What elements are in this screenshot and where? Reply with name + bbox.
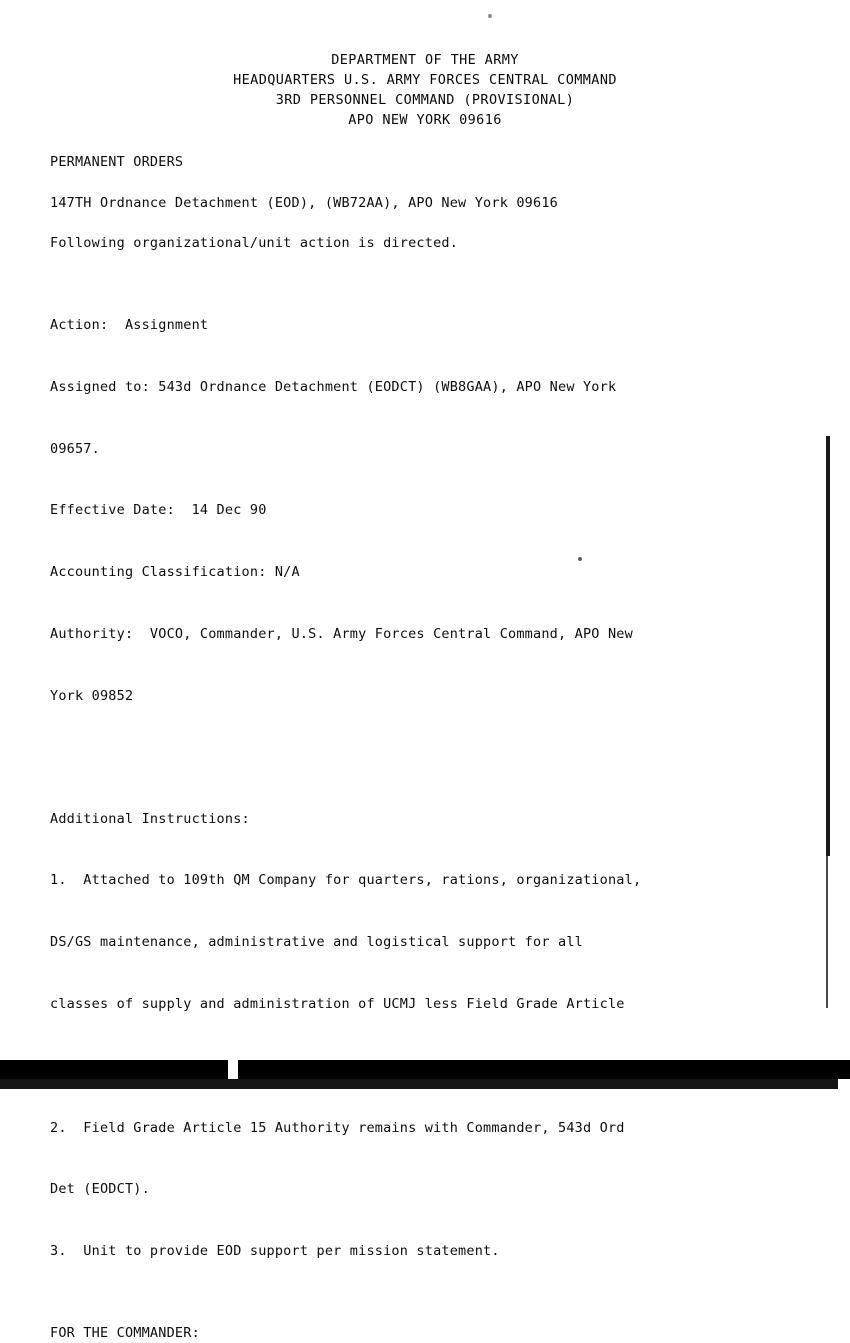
- instruction-line-7: 3. Unit to provide EOD support per mission statement.: [50, 1243, 500, 1260]
- action-line-6: Authority: VOCO, Commander, U.S. Army Forces Central Command, APO New: [50, 625, 633, 642]
- letterhead-line-4: APO NEW YORK 09616: [348, 112, 502, 128]
- scan-bottom-notch: [228, 1060, 238, 1079]
- action-line-3: 09657.: [50, 440, 100, 457]
- order-type-heading: PERMANENT ORDERS: [50, 154, 184, 170]
- instructions-heading: Additional Instructions:: [50, 810, 250, 827]
- action-line-5: Accounting Classification: N/A: [50, 564, 300, 581]
- letterhead-line-3: 3RD PERSONNEL COMMAND (PROVISIONAL): [275, 92, 575, 108]
- closing-line: FOR THE COMMANDER:: [50, 1324, 200, 1341]
- action-line-1: Action: Assignment: [50, 316, 209, 333]
- unit-identification-line: 147TH Ordnance Detachment (EOD), (WB72AA), APO New York 09616: [50, 194, 558, 211]
- instruction-line-6: Det (EODCT).: [50, 1181, 150, 1198]
- document-letterhead: [0, 50, 850, 130]
- scan-bottom-black-bar-secondary: [0, 1079, 838, 1089]
- document-content: [0, 152, 850, 1343]
- directive-statement: Following organizational/unit action is directed.: [50, 235, 459, 252]
- instruction-line-1: 1. Attached to 109th QM Company for quarters, rations, organizational,: [50, 872, 642, 889]
- action-block: [50, 274, 810, 748]
- instruction-line-2: DS/GS maintenance, administrative and logistical support for all: [50, 934, 583, 951]
- instruction-line-5: 2. Field Grade Article 15 Authority remains with Commander, 543d Ord: [50, 1119, 625, 1136]
- letterhead-line-1: DEPARTMENT OF THE ARMY: [331, 52, 519, 68]
- letterhead-line-2: HEADQUARTERS U.S. ARMY FORCES CENTRAL COMMAND: [233, 72, 617, 88]
- scan-bottom-black-bar: [0, 1060, 850, 1079]
- action-line-7: York 09852: [50, 687, 134, 704]
- action-line-4: Effective Date: 14 Dec 90: [50, 502, 267, 519]
- additional-instructions-block: [50, 767, 810, 1302]
- instruction-line-3: classes of supply and administration of UCMJ less Field Grade Article: [50, 995, 625, 1012]
- action-line-2: Assigned to: 543d Ordnance Detachment (EODCT) (WB8GAA), APO New York: [50, 378, 617, 395]
